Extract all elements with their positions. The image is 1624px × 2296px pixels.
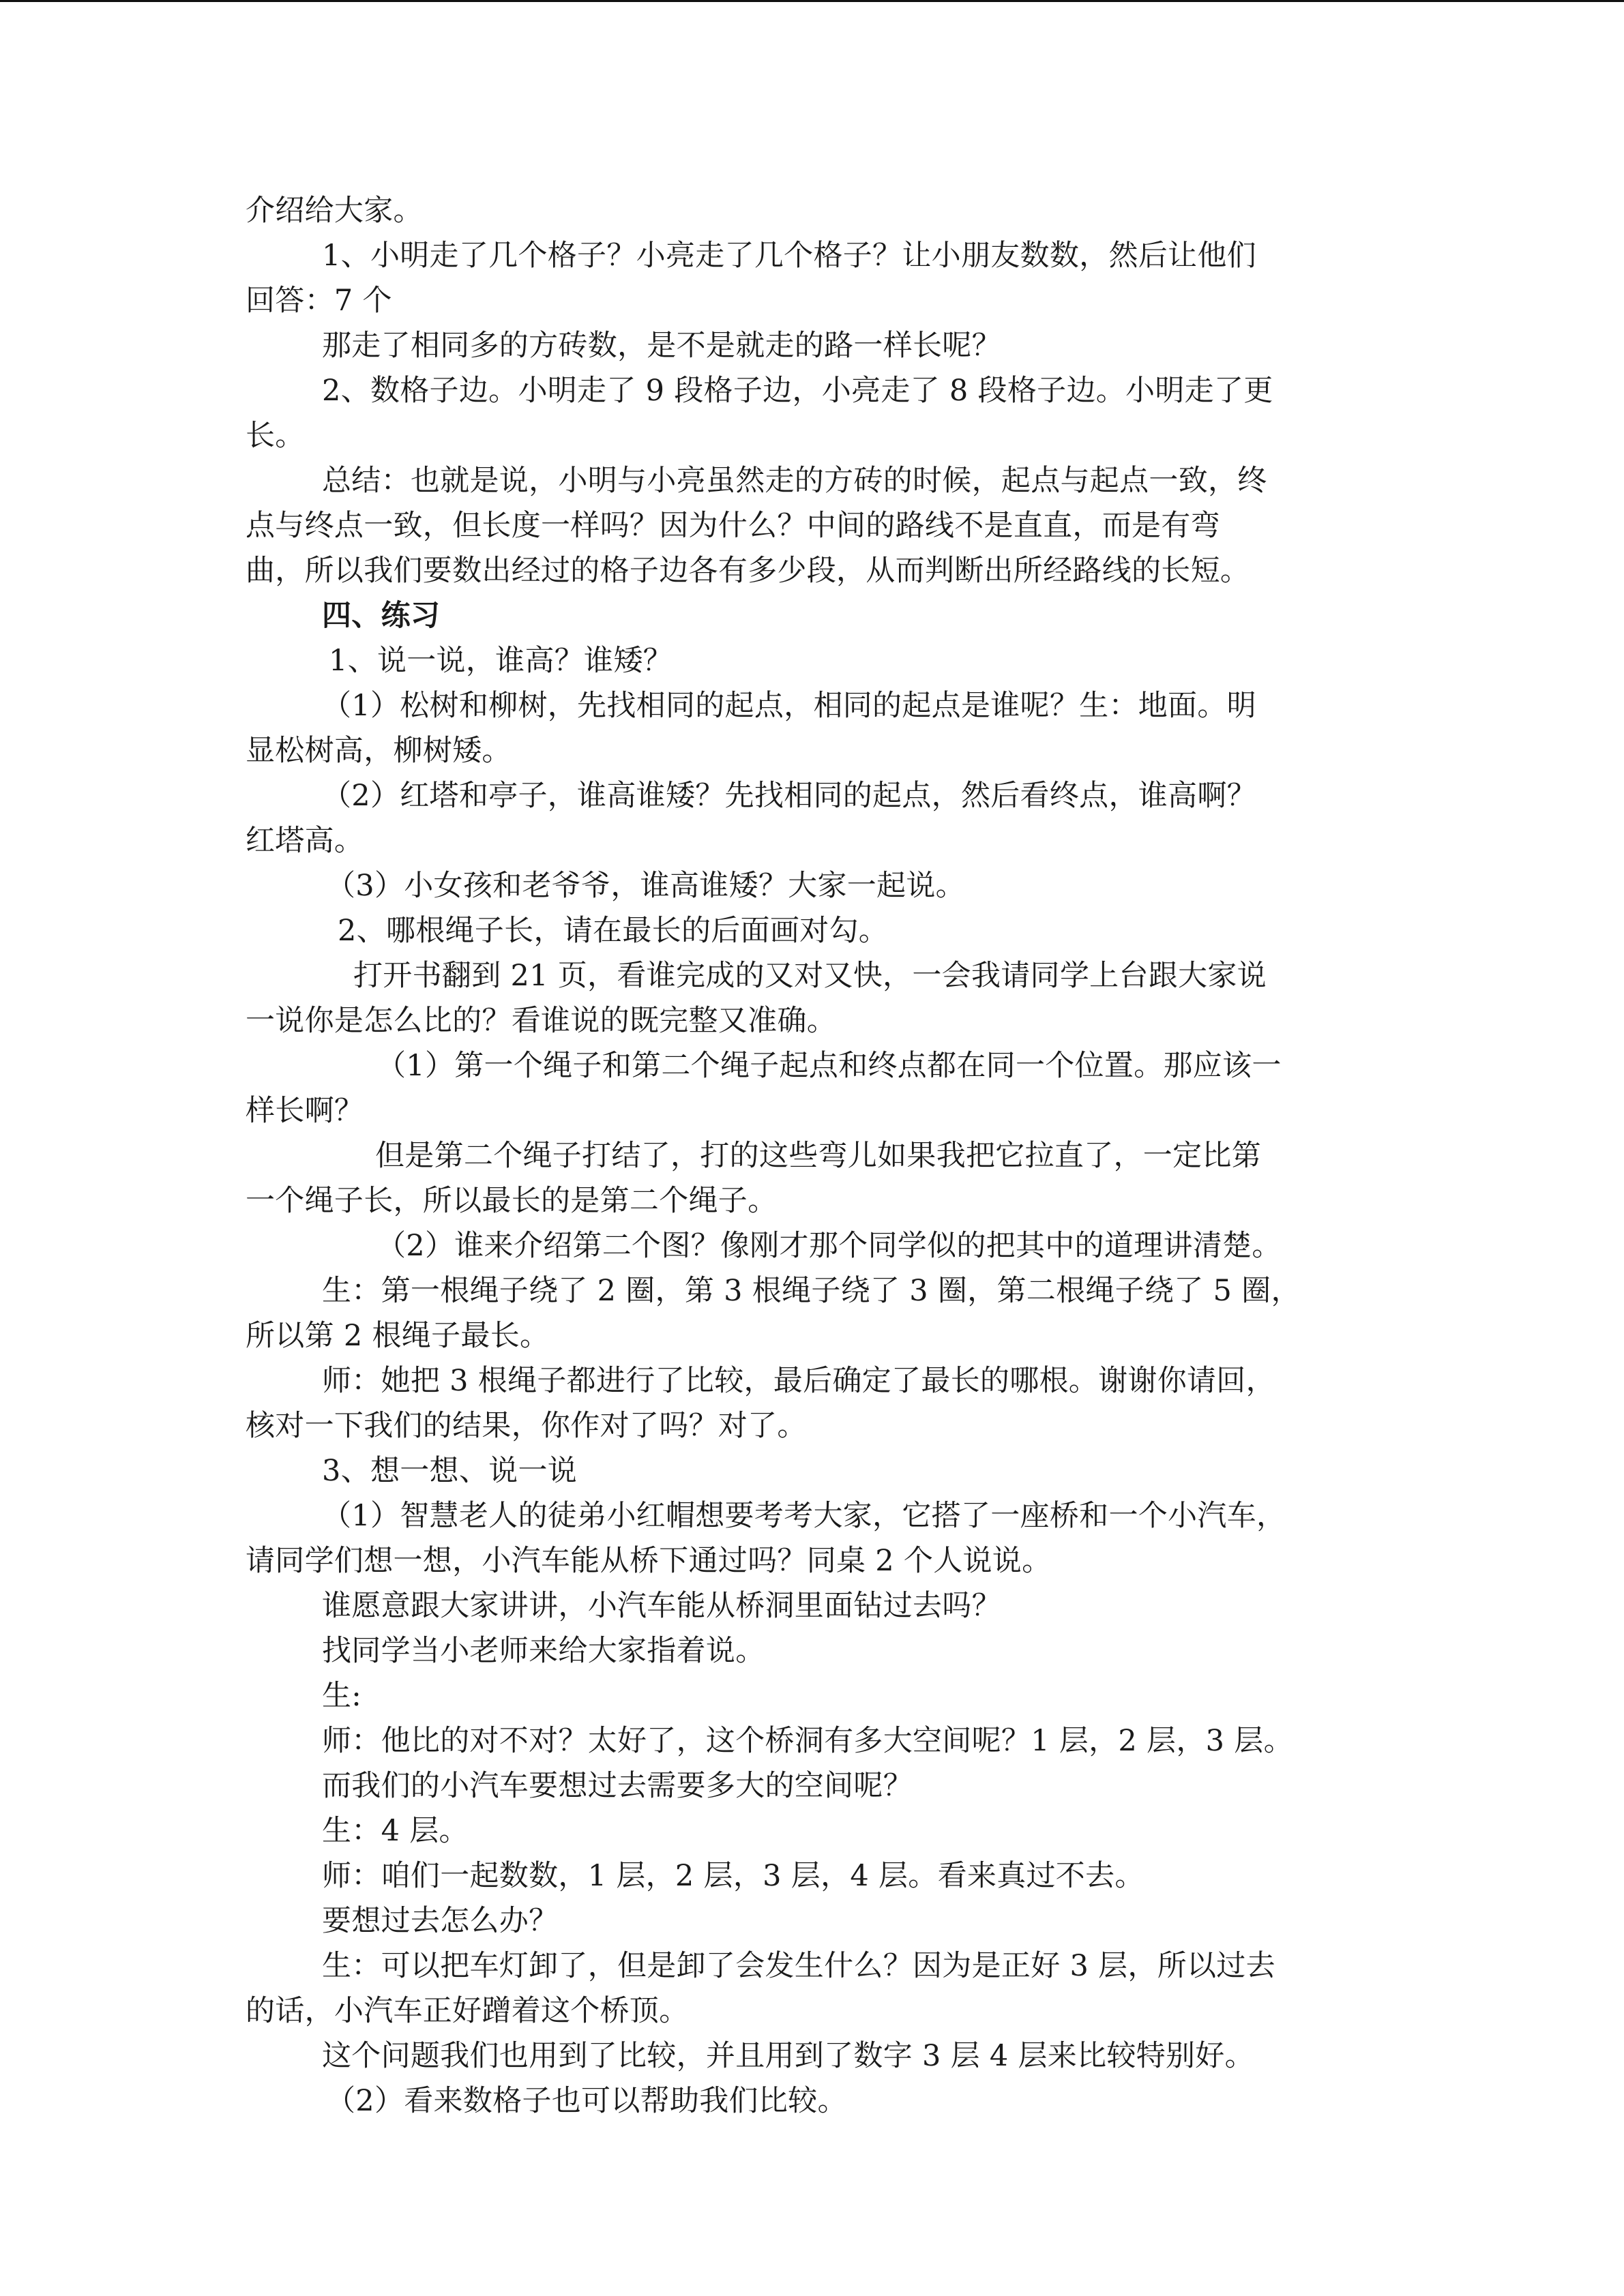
text-line: 核对一下我们的结果，你作对了吗？对了。 xyxy=(246,1409,807,1443)
text-line: 2、数格子边。小明走了 9 段格子边，小亮走了 8 段格子边。小明走了更 xyxy=(322,374,1273,408)
text-line: 谁愿意跟大家讲讲，小汽车能从桥洞里面钻过去吗？ xyxy=(322,1589,1001,1623)
text-line: 而我们的小汽车要想过去需要多大的空间呢？ xyxy=(322,1769,913,1803)
section-heading: 四、练习 xyxy=(322,599,441,633)
text-line: 1、说一说，谁高？谁矮？ xyxy=(329,644,673,678)
text-line: 总结：也就是说，小明与小亮虽然走的方砖的时候，起点与起点一致，终 xyxy=(322,464,1267,498)
text-line: 的话，小汽车正好蹭着这个桥顶。 xyxy=(246,1994,689,2028)
text-line: 样长啊？ xyxy=(246,1094,364,1128)
text-line: 师：他比的对不对？太好了，这个桥洞有多大空间呢？1 层，2 层，3 层。 xyxy=(322,1724,1293,1758)
text-line: （1）第一个绳子和第二个绳子起点和终点都在同一个位置。那应该一 xyxy=(377,1049,1282,1083)
text-line: （2）看来数格子也可以帮助我们比较。 xyxy=(326,2084,847,2118)
text-line: （2）谁来介绍第二个图？像刚才那个同学似的把其中的道理讲清楚。 xyxy=(377,1229,1282,1263)
text-line: 回答：7 个 xyxy=(246,284,392,318)
text-line: 3、想一想、说一说 xyxy=(322,1454,578,1488)
text-line: 师：她把 3 根绳子都进行了比较，最后确定了最长的哪根。谢谢你请回， xyxy=(322,1364,1275,1398)
text-line: 打开书翻到 21 页，看谁完成的又对又快，一会我请同学上台跟大家说 xyxy=(353,959,1267,993)
text-line: 但是第二个绳子打结了，打的这些弯儿如果我把它拉直了，一定比第 xyxy=(375,1139,1261,1173)
text-line: 师：咱们一起数数，1 层，2 层，3 层，4 层。看来真过不去。 xyxy=(322,1859,1145,1893)
text-line: 生：可以把车灯卸了，但是卸了会发生什么？因为是正好 3 层，所以过去 xyxy=(322,1949,1275,1983)
text-line: 要想过去怎么办？ xyxy=(322,1904,559,1938)
text-line: （2）红塔和亭子，谁高谁矮？先找相同的起点，然后看终点，谁高啊？ xyxy=(322,779,1256,813)
text-line: 请同学们想一想，小汽车能从桥下通过吗？同桌 2 个人说说。 xyxy=(246,1544,1052,1578)
text-line: 一说你是怎么比的？看谁说的既完整又准确。 xyxy=(246,1004,836,1038)
document-body xyxy=(246,188,1371,2123)
text-line: 所以第 2 根绳子最长。 xyxy=(246,1319,550,1353)
page-top-border xyxy=(0,0,1624,2)
text-line: 长。 xyxy=(246,419,305,453)
text-line: （1）松树和柳树，先找相同的起点，相同的起点是谁呢？生：地面。明 xyxy=(322,689,1256,723)
text-line: 那走了相同多的方砖数，是不是就走的路一样长呢？ xyxy=(322,329,1001,363)
text-line: 这个问题我们也用到了比较，并且用到了数字 3 层 4 层来比较特别好。 xyxy=(322,2039,1254,2073)
text-line: （1）智慧老人的徒弟小红帽想要考考大家，它搭了一座桥和一个小汽车， xyxy=(322,1499,1286,1533)
text-line: 红塔高。 xyxy=(246,824,364,858)
text-line: 2、哪根绳子长，请在最长的后面画对勾。 xyxy=(338,914,889,948)
text-line: 生: xyxy=(322,1679,362,1713)
text-line: 曲，所以我们要数出经过的格子边各有多少段，从而判断出所经路线的长短。 xyxy=(246,554,1250,588)
text-line: 生：第一根绳子绕了 2 圈，第 3 根绳子绕了 3 圈，第二根绳子绕了 5 圈， xyxy=(322,1274,1301,1308)
text-line: 显松树高，柳树矮。 xyxy=(246,734,512,768)
text-line: （3）小女孩和老爷爷，谁高谁矮？大家一起说。 xyxy=(326,869,965,903)
text-line: 介绍给大家。 xyxy=(246,194,423,228)
text-line: 点与终点一致，但长度一样吗？因为什么？中间的路线不是直直，而是有弯 xyxy=(246,509,1220,543)
text-line: 生：4 层。 xyxy=(322,1814,469,1848)
text-line: 找同学当小老师来给大家指着说。 xyxy=(322,1634,765,1668)
text-line: 1、小明走了几个格子？小亮走了几个格子？让小朋友数数，然后让他们 xyxy=(322,239,1256,273)
text-line: 一个绳子长，所以最长的是第二个绳子。 xyxy=(246,1184,778,1218)
